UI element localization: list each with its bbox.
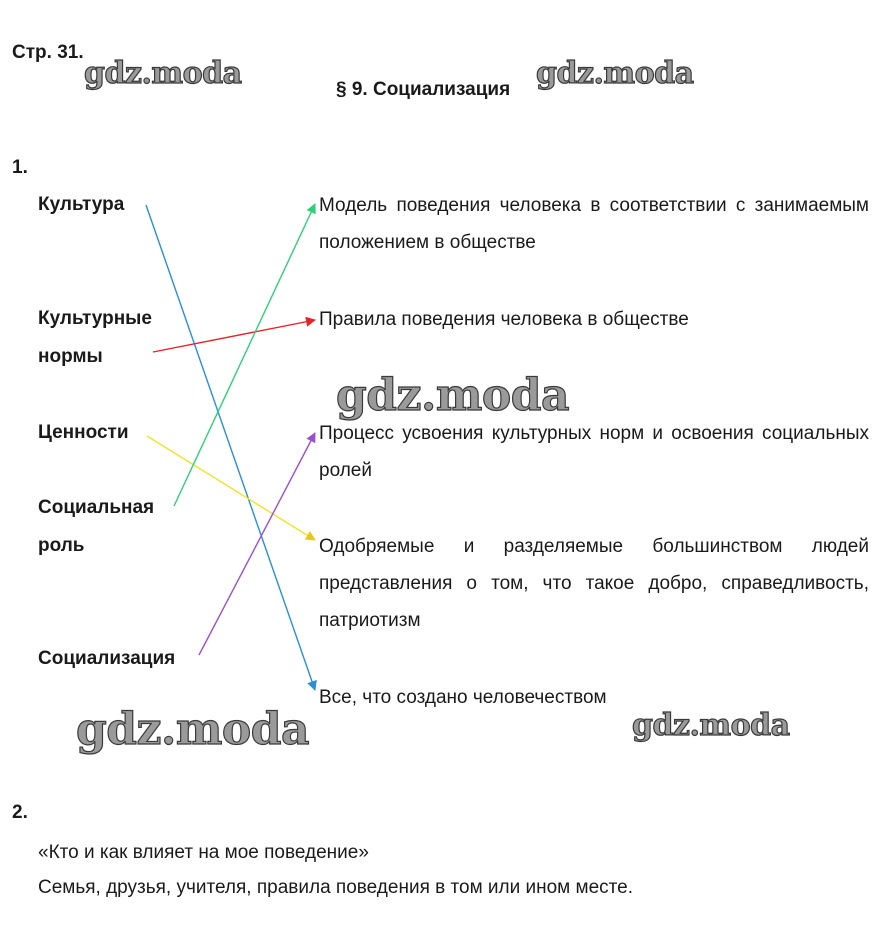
term-line: Культурные	[38, 308, 152, 329]
watermark: gdz.moda	[76, 704, 310, 755]
definition-process: Процесс усвоения культурных норм и освоения социальных ролей	[319, 423, 869, 481]
term-line: Социализация	[38, 648, 176, 669]
definition-role-model: Модель поведения человека в соответствии с занимаемым положением в обществе	[319, 195, 869, 253]
term-line: Социальная	[38, 497, 155, 518]
watermark: gdz.moda	[632, 708, 790, 743]
term-line: нормы	[38, 346, 103, 367]
page-label: Стр. 31.	[12, 42, 84, 63]
arrow-socialization	[199, 433, 315, 655]
term-line: Культура	[38, 194, 125, 215]
arrow-values	[147, 436, 315, 540]
task2-answer: Семья, друзья, учителя, правила поведения в том или ином месте.	[38, 877, 633, 898]
arrow-culture	[146, 205, 315, 690]
task-number: 2.	[12, 802, 28, 823]
watermark: gdz.moda	[336, 370, 570, 421]
definition-rules: Правила поведения человека в обществе	[319, 309, 689, 330]
task-number: 1.	[12, 157, 28, 178]
term-line: Ценности	[38, 422, 129, 443]
arrow-cultural-norms	[153, 320, 315, 352]
watermark: gdz.moda	[84, 56, 242, 91]
section-title: § 9. Социализация	[336, 79, 511, 100]
task2-title: «Кто и как влияет на мое поведение»	[38, 842, 369, 863]
definition-everything-created: Все, что создано человечеством	[319, 687, 607, 708]
watermark: gdz.moda	[536, 56, 694, 91]
arrow-social-role	[174, 204, 315, 506]
term-line: роль	[38, 535, 85, 556]
definition-values: Одобряемые и разделяемые большинством людей представления о том, что такое добро, справедливость, патриотизм	[319, 536, 869, 631]
